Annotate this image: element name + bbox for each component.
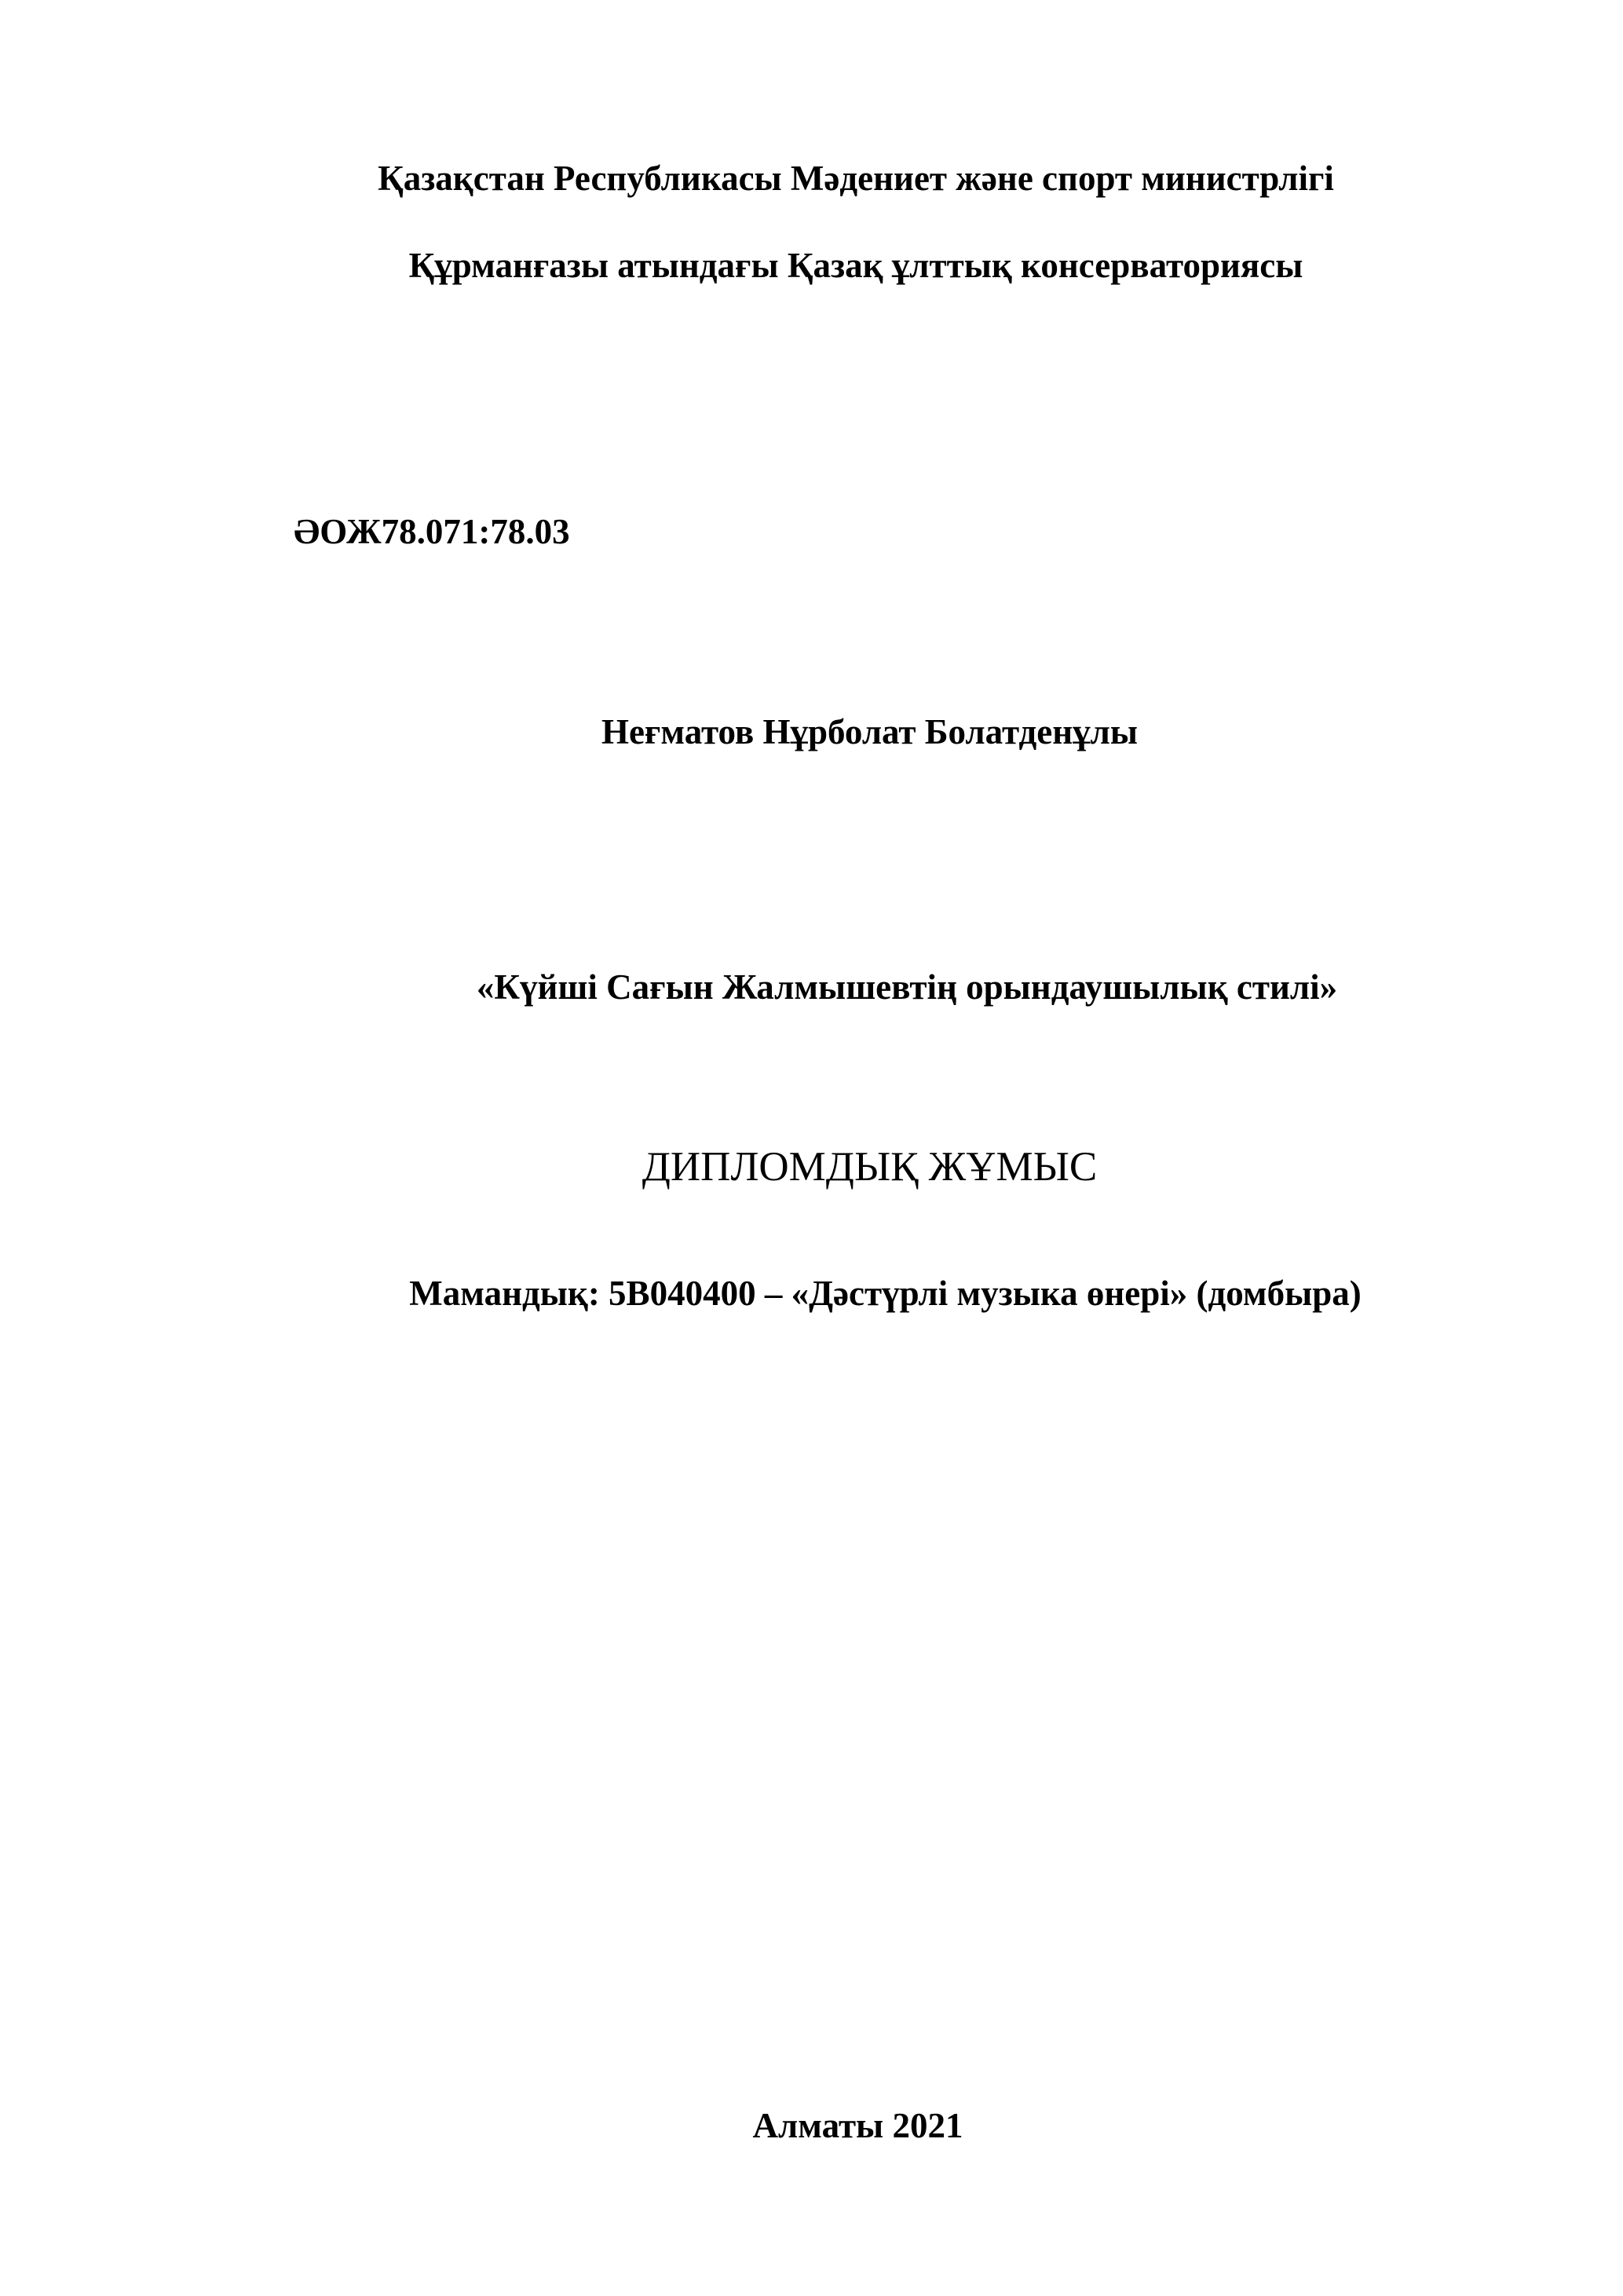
author-name: Неғматов Нұрболат Болатденұлы	[601, 712, 1139, 751]
ministry-heading: Қазақстан Республикасы Мәдениет және спорт министрлігі	[378, 159, 1334, 198]
thesis-topic: «Күйші Сағын Жалмышевтің орындаушылық стилі»	[476, 967, 1338, 1007]
specialty-line: Мамандық: 5В040400 – «Дәстүрлі музыка өнері» (домбыра)	[409, 1274, 1362, 1313]
udc-code: ӘОЖ78.071:78.03	[294, 512, 570, 551]
city-year: Алматы 2021	[752, 2106, 963, 2145]
institution-heading: Құрманғазы атындағы Қазақ ұлттық консерваториясы	[408, 246, 1303, 285]
document-type-title: ДИПЛОМДЫҚ ЖҰМЫС	[642, 1144, 1098, 1190]
